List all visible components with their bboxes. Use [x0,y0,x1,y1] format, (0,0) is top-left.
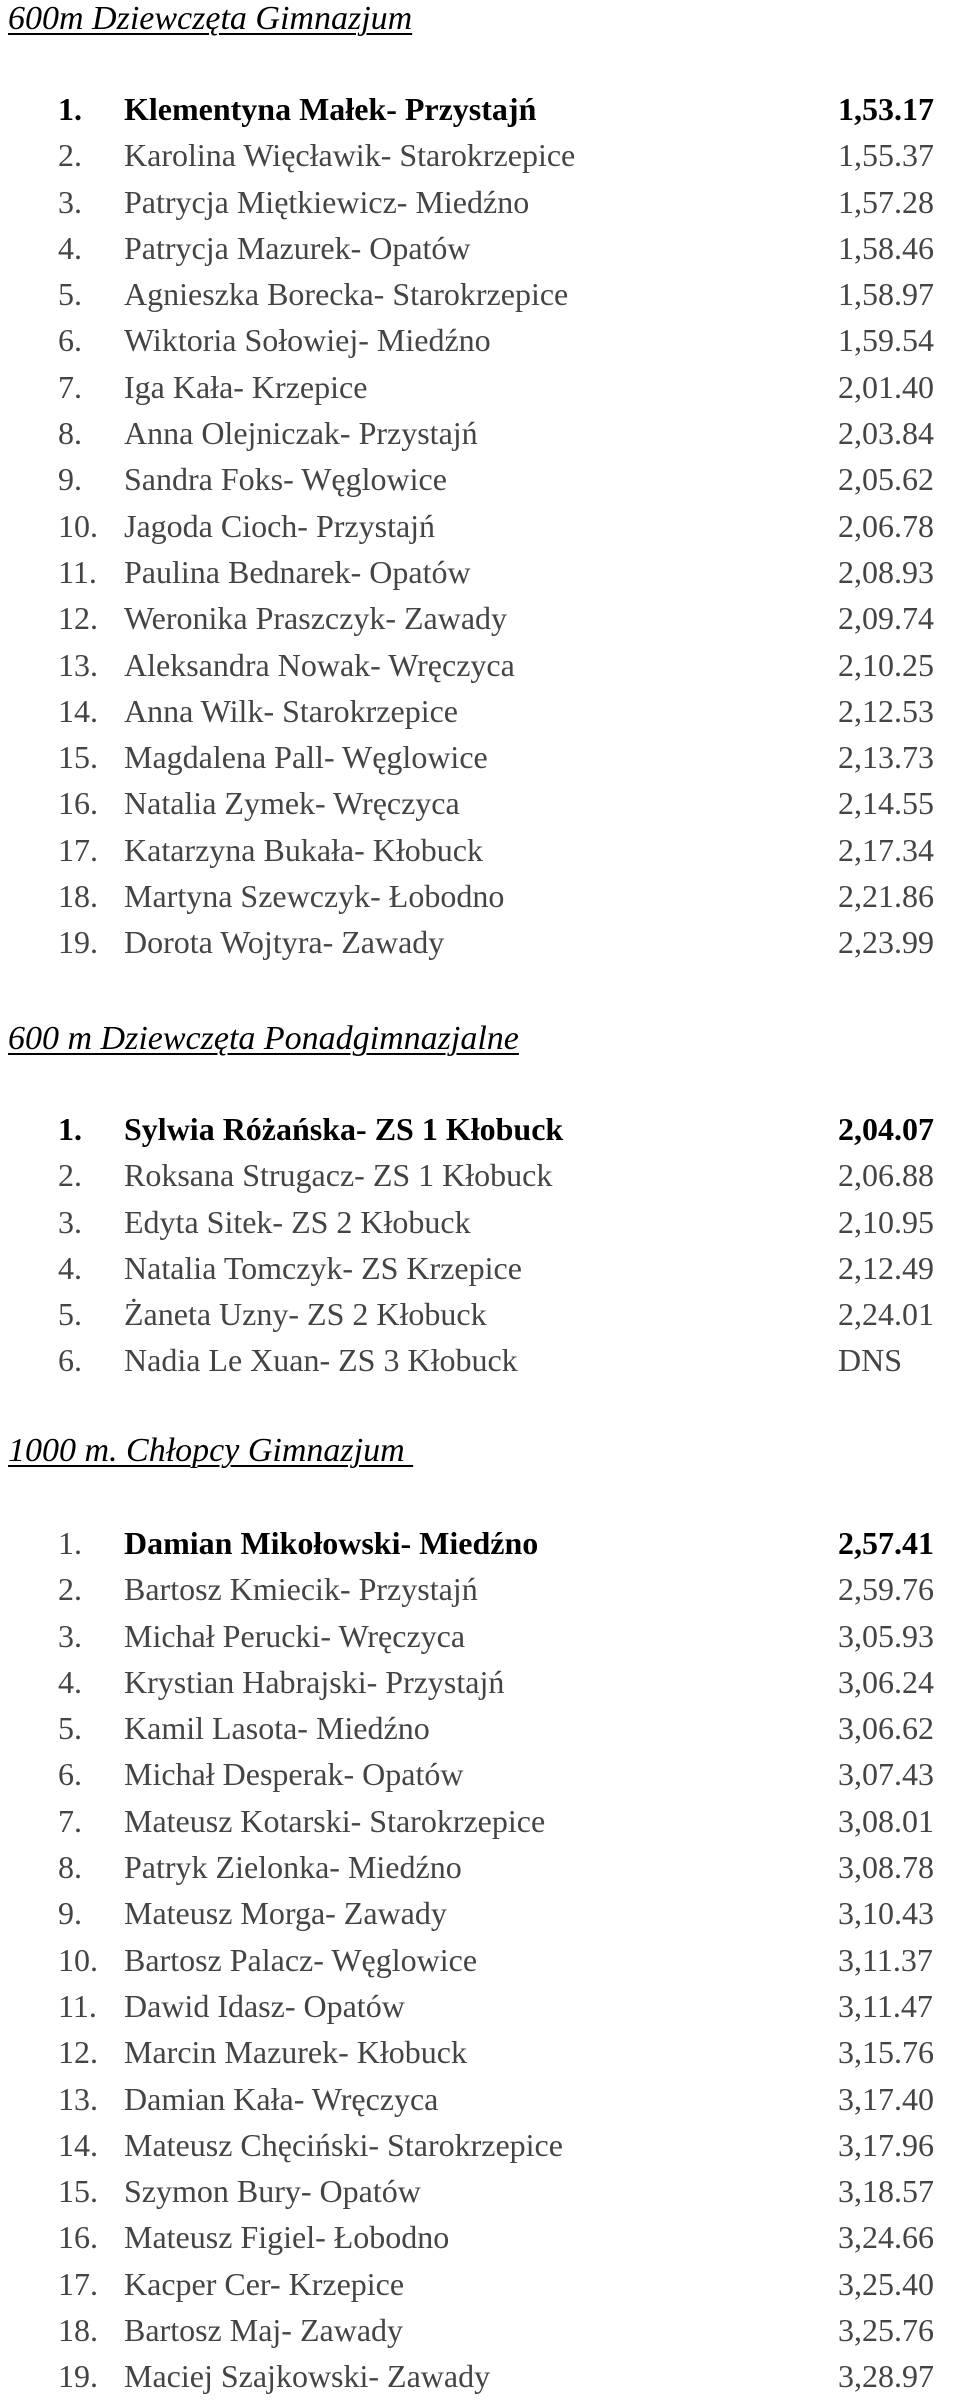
result-row [0,734,960,780]
place-number: 5. [58,1296,82,1333]
result-time: 3,10.43 [838,1895,934,1932]
result-row [0,410,960,456]
result-row [0,1152,960,1198]
athlete-name: Paulina Bednarek- Opatów [124,553,471,590]
result-time: 1,55.37 [838,137,934,174]
athlete-name: Natalia Zymek- Wręczyca [124,785,460,822]
place-number: 13. [58,2080,98,2117]
result-row [0,1798,960,1844]
athlete-name: Mateusz Morga- Zawady [124,1895,447,1932]
athlete-name: Mateusz Figiel- Łobodno [124,2219,450,2256]
section-title-600m-girls-gimnazjum: 600m Dziewczęta Gimnazjum [8,0,413,37]
athlete-name: Martyna Szewczyk- Łobodno [124,878,505,915]
result-time: 3,25.76 [838,2312,934,2349]
athlete-name: Wiktoria Sołowiej- Miedźno [124,322,491,359]
place-number: 10. [58,507,98,544]
place-number: 5. [58,1710,82,1747]
results-list-600m-girls-ponadgimnazjalne [0,1106,960,1384]
result-row [0,1291,960,1337]
place-number: 14. [58,692,98,729]
athlete-name: Katarzyna Bukała- Kłobuck [124,831,483,868]
result-row [0,2076,960,2122]
result-time: 2,13.73 [838,739,934,776]
athlete-name: Iga Kała- Krzepice [124,368,368,405]
result-time: 3,05.93 [838,1617,934,1654]
place-number: 4. [58,1663,82,1700]
place-number: 14. [58,2126,98,2163]
athlete-name: Bartosz Maj- Zawady [124,2312,404,2349]
place-number: 11. [58,1987,97,2024]
result-time: 3,06.62 [838,1710,934,1747]
place-number: 19. [58,924,98,961]
result-time: 1,59.54 [838,322,934,359]
athlete-name: Szymon Bury- Opatów [124,2173,421,2210]
place-number: 6. [58,1756,82,1793]
result-row [0,2029,960,2075]
place-number: 3. [58,1617,82,1654]
athlete-name: Weronika Praszczyk- Zawady [124,600,508,637]
result-row [0,364,960,410]
result-row [0,1659,960,1705]
result-row [0,1613,960,1659]
result-time: 3,15.76 [838,2034,934,2071]
result-row [0,1199,960,1245]
place-number: 12. [58,2034,98,2071]
place-number: 13. [58,646,98,683]
place-number: 18. [58,878,98,915]
result-row [0,1520,960,1566]
section-title-600m-girls-ponadgimnazjalne: 600 m Dziewczęta Ponadgimnazjalne [8,1020,519,1057]
athlete-name: Jagoda Cioch- Przystajń [124,507,436,544]
athlete-name: Bartosz Kmiecik- Przystajń [124,1571,478,1608]
athlete-name: Marcin Mazurek- Kłobuck [124,2034,467,2071]
result-row [0,919,960,965]
place-number: 11. [58,553,97,590]
athlete-name: Mateusz Kotarski- Starokrzepice [124,1802,546,1839]
result-time: 1,57.28 [838,183,934,220]
result-time: 3,25.40 [838,2265,934,2302]
result-row [0,503,960,549]
athlete-name: Maciej Szajkowski- Zawady [124,2358,491,2395]
place-number: 1. [58,91,82,127]
athlete-name: Agnieszka Borecka- Starokrzepice [124,276,569,313]
place-number: 7. [58,1802,82,1839]
result-row [0,2261,960,2307]
athlete-name: Kacper Cer- Krzepice [124,2265,405,2302]
result-time: 3,08.78 [838,1849,934,1886]
result-row [0,1844,960,1890]
athlete-name: Damian Kała- Wręczyca [124,2080,439,2117]
athlete-name: Natalia Tomczyk- ZS Krzepice [124,1249,522,1286]
result-time: 2,05.62 [838,461,934,498]
athlete-name: Krystian Habrajski- Przystajń [124,1663,505,1700]
result-time: 3,11.47 [838,1987,933,2024]
place-number: 9. [58,461,82,498]
result-row [0,179,960,225]
place-number: 15. [58,2173,98,2210]
result-time: 2,06.88 [838,1157,934,1194]
place-number: 18. [58,2312,98,2349]
athlete-name: Patrycja Miętkiewicz- Miedźno [124,183,530,220]
results-list-600m-girls-gimnazjum [0,86,960,966]
place-number: 2. [58,137,82,174]
result-time: 2,03.84 [838,415,934,452]
section-title-1000m-boys-gimnazjum: 1000 m. Chłopcy Gimnazjum [8,1432,414,1469]
result-time: 3,17.40 [838,2080,934,2117]
result-time: 1,58.46 [838,229,934,266]
place-number: 4. [58,1249,82,1286]
result-time: 3,28.97 [838,2358,934,2395]
result-time: 2,21.86 [838,878,934,915]
athlete-name: Sylwia Różańska- ZS 1 Kłobuck [124,1111,564,1147]
result-time: 3,08.01 [838,1802,934,1839]
result-row [0,1937,960,1983]
result-row [0,1983,960,2029]
result-row [0,2122,960,2168]
result-time: 2,09.74 [838,600,934,637]
result-row [0,2168,960,2214]
athlete-name: Karolina Więcławik- Starokrzepice [124,137,576,174]
result-row [0,2307,960,2353]
result-row [0,1751,960,1797]
result-time: DNS [838,1342,903,1379]
result-time: 3,11.37 [838,1941,933,1978]
results-list-1000m-boys-gimnazjum [0,1520,960,2400]
athlete-name: Aleksandra Nowak- Wręczyca [124,646,515,683]
result-row [0,1106,960,1152]
athlete-name: Kamil Lasota- Miedźno [124,1710,430,1747]
place-number: 7. [58,368,82,405]
place-number: 6. [58,1342,82,1379]
result-time: 2,17.34 [838,831,934,868]
result-row [0,2214,960,2260]
place-number: 16. [58,785,98,822]
athlete-name: Nadia Le Xuan- ZS 3 Kłobuck [124,1342,518,1379]
result-row [0,595,960,641]
result-row [0,317,960,363]
place-number: 8. [58,1849,82,1886]
result-time: 2,24.01 [838,1296,934,1333]
result-row [0,86,960,132]
athlete-name: Żaneta Uzny- ZS 2 Kłobuck [124,1296,487,1333]
athlete-name: Bartosz Palacz- Węglowice [124,1941,478,1978]
athlete-name: Sandra Foks- Węglowice [124,461,447,498]
result-time: 2,06.78 [838,507,934,544]
result-time: 2,10.25 [838,646,934,683]
place-number: 4. [58,229,82,266]
place-number: 17. [58,2265,98,2302]
result-row [0,132,960,178]
athlete-name: Damian Mikołowski- Miedźno [124,1525,539,1561]
result-time: 2,59.76 [838,1571,934,1608]
result-time: 2,08.93 [838,553,934,590]
place-number: 2. [58,1157,82,1194]
result-time: 2,01.40 [838,368,934,405]
place-number: 17. [58,831,98,868]
athlete-name: Anna Wilk- Starokrzepice [124,692,458,729]
athlete-name: Michał Desperak- Opatów [124,1756,464,1793]
result-time: 3,18.57 [838,2173,934,2210]
place-number: 3. [58,1203,82,1240]
athlete-name: Magdalena Pall- Węglowice [124,739,488,776]
place-number: 5. [58,276,82,313]
place-number: 15. [58,739,98,776]
result-row [0,549,960,595]
athlete-name: Michał Perucki- Wręczyca [124,1617,466,1654]
result-row [0,271,960,317]
result-time: 1,58.97 [838,276,934,313]
result-row [0,225,960,271]
result-row [0,1245,960,1291]
athlete-name: Anna Olejniczak- Przystajń [124,415,478,452]
athlete-name: Klementyna Małek- Przystajń [124,91,537,127]
place-number: 1. [58,1525,82,1561]
result-row [0,1705,960,1751]
result-row [0,688,960,734]
result-time: 2,12.53 [838,692,934,729]
result-time: 2,04.07 [838,1111,934,1147]
place-number: 8. [58,415,82,452]
result-time: 2,10.95 [838,1203,934,1240]
result-time: 3,07.43 [838,1756,934,1793]
place-number: 10. [58,1941,98,1978]
result-row [0,873,960,919]
result-time: 2,57.41 [838,1525,934,1561]
result-row [0,1890,960,1936]
result-row [0,456,960,502]
result-row [0,1566,960,1612]
result-time: 2,23.99 [838,924,934,961]
athlete-name: Patryk Zielonka- Miedźno [124,1849,462,1886]
result-row [0,642,960,688]
athlete-name: Dawid Idasz- Opatów [124,1987,405,2024]
athlete-name: Edyta Sitek- ZS 2 Kłobuck [124,1203,471,1240]
place-number: 3. [58,183,82,220]
place-number: 6. [58,322,82,359]
place-number: 16. [58,2219,98,2256]
result-time: 3,06.24 [838,1663,934,1700]
place-number: 9. [58,1895,82,1932]
result-time: 3,24.66 [838,2219,934,2256]
result-time: 2,14.55 [838,785,934,822]
result-row [0,1337,960,1383]
place-number: 19. [58,2358,98,2395]
athlete-name: Dorota Wojtyra- Zawady [124,924,445,961]
result-row [0,2353,960,2399]
place-number: 2. [58,1571,82,1608]
athlete-name: Mateusz Chęciński- Starokrzepice [124,2126,563,2163]
result-time: 2,12.49 [838,1249,934,1286]
athlete-name: Patrycja Mazurek- Opatów [124,229,471,266]
place-number: 1. [58,1111,82,1147]
place-number: 12. [58,600,98,637]
result-time: 1,53.17 [838,91,934,127]
result-time: 3,17.96 [838,2126,934,2163]
result-row [0,827,960,873]
athlete-name: Roksana Strugacz- ZS 1 Kłobuck [124,1157,553,1194]
result-row [0,780,960,826]
